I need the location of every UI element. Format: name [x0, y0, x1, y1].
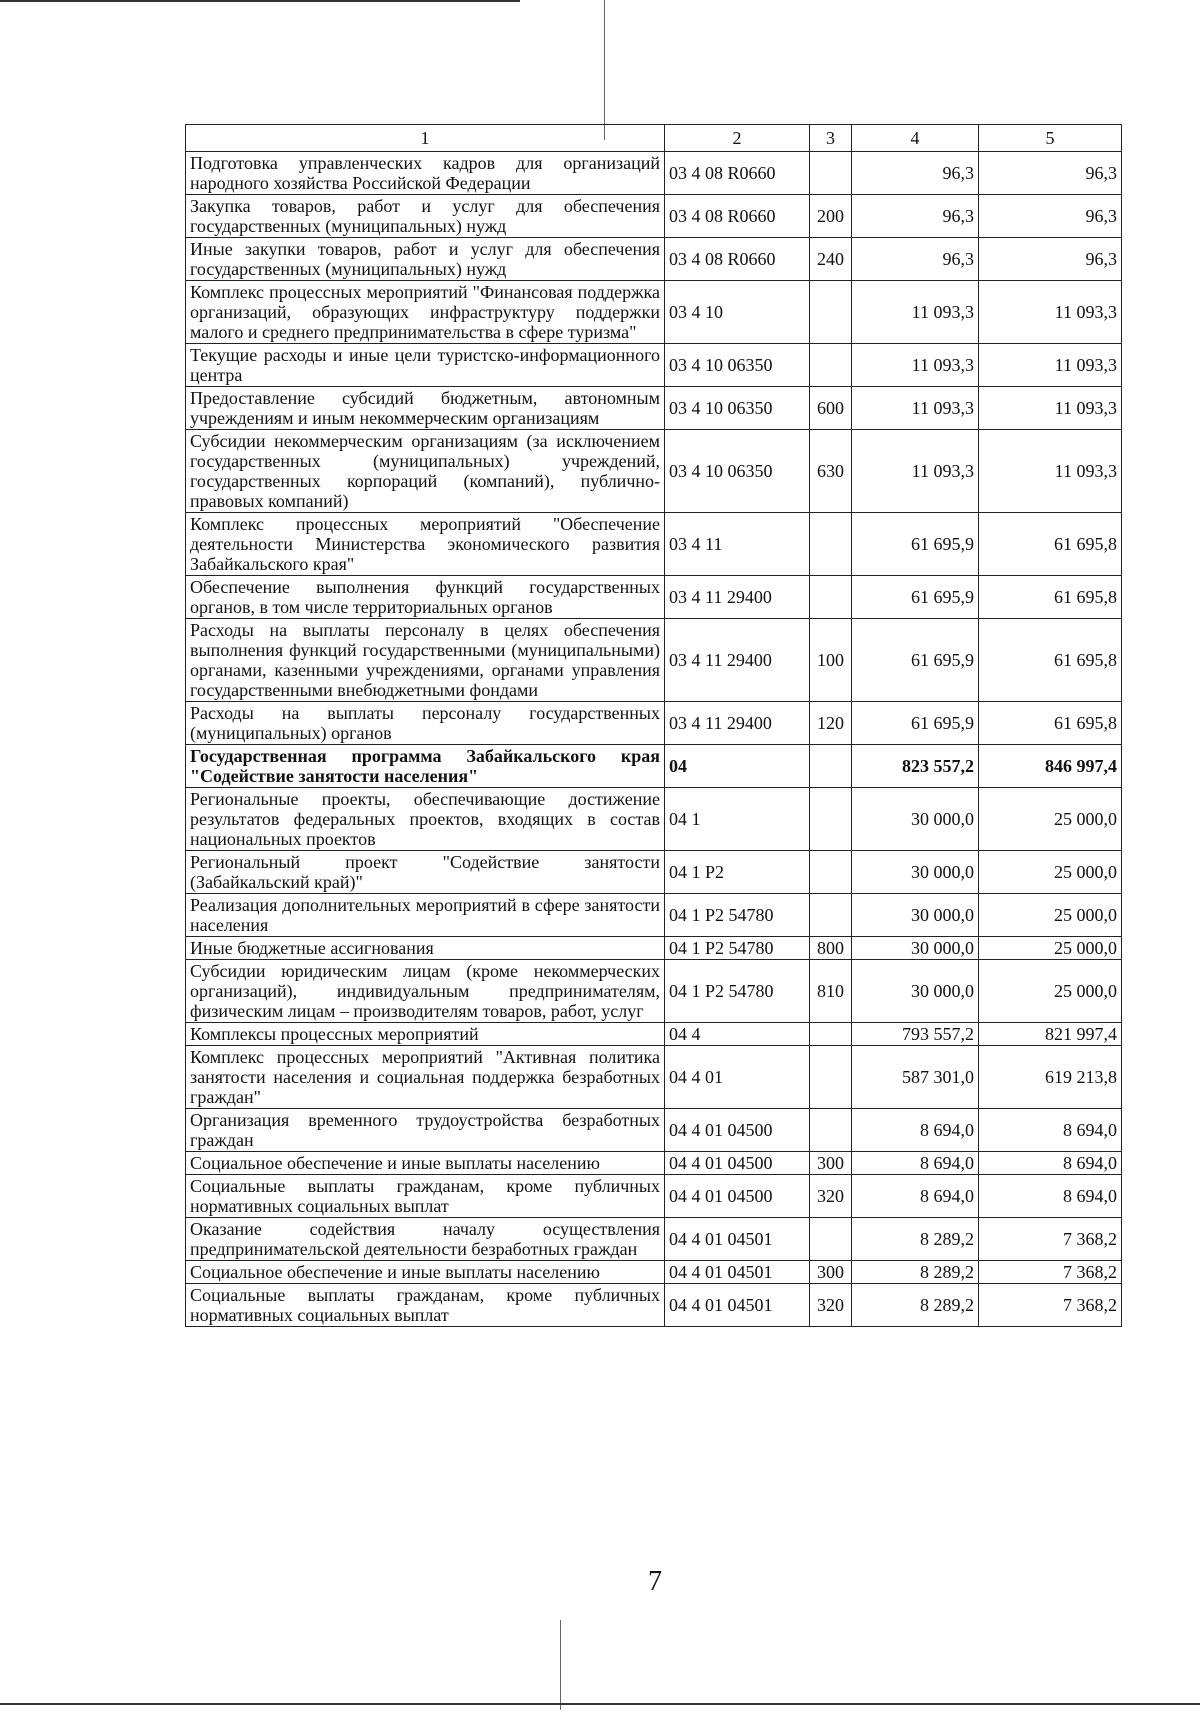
row-code: 03 4 08 R0660 — [665, 238, 810, 281]
header-col-3: 3 — [810, 125, 852, 152]
row-name: Социальное обеспечение и иные выплаты населению — [186, 1152, 665, 1175]
row-expense-type — [810, 1109, 852, 1152]
row-amount-col5: 11 093,3 — [979, 430, 1122, 513]
row-name: Организация временного трудоустройства безработных граждан — [186, 1109, 665, 1152]
row-amount-col5: 25 000,0 — [979, 937, 1122, 960]
budget-table — [185, 124, 1122, 1327]
table-row — [186, 281, 1122, 344]
row-expense-type: 320 — [810, 1175, 852, 1218]
header-col-5: 5 — [979, 125, 1122, 152]
row-name: Комплекс процессных мероприятий "Активная политика занятости населения и социальная поддержка безработных граждан" — [186, 1046, 665, 1109]
row-amount-col4: 96,3 — [852, 238, 979, 281]
row-expense-type — [810, 281, 852, 344]
row-name: Расходы на выплаты персоналу в целях обеспечения выполнения функций государственными (муниципальными) органами, казенными учреждениями, органами управления государственными внебюджетными фондами — [186, 619, 665, 702]
row-amount-col4: 61 695,9 — [852, 619, 979, 702]
table-row — [186, 344, 1122, 387]
row-name: Оказание содействия началу осуществления предпринимательской деятельности безработных граждан — [186, 1218, 665, 1261]
row-code: 04 4 — [665, 1023, 810, 1046]
row-amount-col5: 61 695,8 — [979, 513, 1122, 576]
row-amount-col4: 8 694,0 — [852, 1175, 979, 1218]
row-expense-type: 200 — [810, 195, 852, 238]
row-code: 03 4 10 06350 — [665, 387, 810, 430]
row-amount-col5: 61 695,8 — [979, 576, 1122, 619]
row-amount-col5: 61 695,8 — [979, 702, 1122, 745]
row-name: Государственная программа Забайкальского края "Содействие занятости населения" — [186, 745, 665, 788]
row-expense-type — [810, 1046, 852, 1109]
row-amount-col4: 61 695,9 — [852, 576, 979, 619]
row-name: Субсидии некоммерческим организациям (за исключением государственных (муниципальных) учреждений, государственных корпораций (компаний), публично-правовых компаний) — [186, 430, 665, 513]
table-row — [186, 387, 1122, 430]
row-code: 03 4 10 06350 — [665, 430, 810, 513]
row-amount-col4: 8 289,2 — [852, 1261, 979, 1284]
row-expense-type — [810, 788, 852, 851]
bottom-edge-rule — [0, 1703, 1200, 1705]
row-amount-col4: 8 289,2 — [852, 1284, 979, 1327]
row-name: Комплекс процессных мероприятий "Финансовая поддержка организаций, образующих инфраструктуру поддержки малого и среднего предпринимательства в сфере туризма" — [186, 281, 665, 344]
row-amount-col5: 11 093,3 — [979, 387, 1122, 430]
row-name: Региональные проекты, обеспечивающие достижение результатов федеральных проектов, входящих в состав национальных проектов — [186, 788, 665, 851]
table-row — [186, 1109, 1122, 1152]
table-row — [186, 576, 1122, 619]
row-code: 04 1 P2 — [665, 851, 810, 894]
row-expense-type: 120 — [810, 702, 852, 745]
page-number: 7 — [648, 1566, 662, 1597]
row-amount-col5: 11 093,3 — [979, 281, 1122, 344]
row-amount-col4: 793 557,2 — [852, 1023, 979, 1046]
row-amount-col4: 96,3 — [852, 152, 979, 195]
row-amount-col5: 25 000,0 — [979, 851, 1122, 894]
row-amount-col4: 30 000,0 — [852, 937, 979, 960]
row-code: 04 4 01 04501 — [665, 1218, 810, 1261]
row-expense-type: 300 — [810, 1152, 852, 1175]
table-row — [186, 960, 1122, 1023]
table-row — [186, 430, 1122, 513]
row-amount-col5: 7 368,2 — [979, 1218, 1122, 1261]
row-expense-type: 630 — [810, 430, 852, 513]
row-code: 04 1 P2 54780 — [665, 960, 810, 1023]
row-code: 04 4 01 04500 — [665, 1175, 810, 1218]
table-row — [186, 195, 1122, 238]
row-name: Социальные выплаты гражданам, кроме публичных нормативных социальных выплат — [186, 1284, 665, 1327]
table-row — [186, 152, 1122, 195]
row-expense-type — [810, 894, 852, 937]
row-expense-type — [810, 152, 852, 195]
header-col-4: 4 — [852, 125, 979, 152]
row-name: Текущие расходы и иные цели туристско-информационного центра — [186, 344, 665, 387]
row-expense-type — [810, 513, 852, 576]
top-edge-rule — [0, 0, 520, 2]
row-expense-type — [810, 1023, 852, 1046]
row-code: 04 4 01 04500 — [665, 1152, 810, 1175]
row-amount-col4: 11 093,3 — [852, 344, 979, 387]
row-name: Иные закупки товаров, работ и услуг для обеспечения государственных (муниципальных) нужд — [186, 238, 665, 281]
row-code: 04 1 P2 54780 — [665, 894, 810, 937]
row-expense-type — [810, 745, 852, 788]
row-amount-col4: 30 000,0 — [852, 960, 979, 1023]
header-row — [186, 125, 1122, 152]
row-name: Социальные выплаты гражданам, кроме публичных нормативных социальных выплат — [186, 1175, 665, 1218]
table-row — [186, 1261, 1122, 1284]
row-expense-type: 600 — [810, 387, 852, 430]
table-body — [186, 152, 1122, 1327]
row-name: Субсидии юридическим лицам (кроме некоммерческих организаций), индивидуальным предпринимателям, физическим лицам – производителям товаров, работ, услуг — [186, 960, 665, 1023]
row-expense-type — [810, 851, 852, 894]
row-expense-type: 320 — [810, 1284, 852, 1327]
row-code: 04 1 — [665, 788, 810, 851]
row-amount-col5: 96,3 — [979, 238, 1122, 281]
row-expense-type: 300 — [810, 1261, 852, 1284]
row-amount-col4: 61 695,9 — [852, 513, 979, 576]
row-name: Социальное обеспечение и иные выплаты населению — [186, 1261, 665, 1284]
row-amount-col4: 96,3 — [852, 195, 979, 238]
table-row — [186, 1152, 1122, 1175]
row-amount-col5: 25 000,0 — [979, 788, 1122, 851]
row-expense-type: 810 — [810, 960, 852, 1023]
table-row — [186, 1046, 1122, 1109]
row-code: 03 4 11 — [665, 513, 810, 576]
row-name: Закупка товаров, работ и услуг для обеспечения государственных (муниципальных) нужд — [186, 195, 665, 238]
row-expense-type — [810, 1218, 852, 1261]
row-amount-col4: 8 289,2 — [852, 1218, 979, 1261]
row-amount-col4: 587 301,0 — [852, 1046, 979, 1109]
table-row — [186, 937, 1122, 960]
row-name: Иные бюджетные ассигнования — [186, 937, 665, 960]
row-amount-col5: 619 213,8 — [979, 1046, 1122, 1109]
table-row — [186, 513, 1122, 576]
row-name: Реализация дополнительных мероприятий в сфере занятости населения — [186, 894, 665, 937]
row-name: Расходы на выплаты персоналу государственных (муниципальных) органов — [186, 702, 665, 745]
header-col-2: 2 — [665, 125, 810, 152]
row-expense-type: 240 — [810, 238, 852, 281]
table-row — [186, 1175, 1122, 1218]
row-expense-type: 100 — [810, 619, 852, 702]
row-expense-type — [810, 576, 852, 619]
row-amount-col4: 823 557,2 — [852, 745, 979, 788]
row-amount-col4: 61 695,9 — [852, 702, 979, 745]
row-code: 03 4 10 — [665, 281, 810, 344]
row-amount-col5: 61 695,8 — [979, 619, 1122, 702]
row-name: Обеспечение выполнения функций государственных органов, в том числе территориальных органов — [186, 576, 665, 619]
row-amount-col5: 821 997,4 — [979, 1023, 1122, 1046]
row-amount-col5: 25 000,0 — [979, 960, 1122, 1023]
row-amount-col5: 96,3 — [979, 195, 1122, 238]
row-amount-col4: 11 093,3 — [852, 430, 979, 513]
row-amount-col5: 25 000,0 — [979, 894, 1122, 937]
row-code: 04 4 01 04501 — [665, 1261, 810, 1284]
row-code: 04 — [665, 745, 810, 788]
row-name: Предоставление субсидий бюджетным, автономным учреждениям и иным некоммерческим организациям — [186, 387, 665, 430]
row-name: Региональный проект "Содействие занятости (Забайкальский край)" — [186, 851, 665, 894]
row-amount-col5: 8 694,0 — [979, 1175, 1122, 1218]
table-row — [186, 851, 1122, 894]
header-col-1: 1 — [186, 125, 665, 152]
row-expense-type: 800 — [810, 937, 852, 960]
row-code: 04 4 01 — [665, 1046, 810, 1109]
table-row — [186, 1023, 1122, 1046]
row-expense-type — [810, 344, 852, 387]
row-amount-col5: 846 997,4 — [979, 745, 1122, 788]
row-code: 03 4 08 R0660 — [665, 195, 810, 238]
row-code: 04 4 01 04501 — [665, 1284, 810, 1327]
table-row — [186, 1284, 1122, 1327]
row-name: Подготовка управленческих кадров для организаций народного хозяйства Российской Федерации — [186, 152, 665, 195]
row-code: 03 4 10 06350 — [665, 344, 810, 387]
row-code: 03 4 11 29400 — [665, 576, 810, 619]
table-row — [186, 619, 1122, 702]
row-amount-col5: 8 694,0 — [979, 1109, 1122, 1152]
table-row — [186, 1218, 1122, 1261]
row-code: 03 4 08 R0660 — [665, 152, 810, 195]
row-amount-col5: 7 368,2 — [979, 1261, 1122, 1284]
row-amount-col4: 11 093,3 — [852, 387, 979, 430]
table-row — [186, 238, 1122, 281]
fold-mark-bottom — [560, 1620, 561, 1710]
row-amount-col4: 30 000,0 — [852, 894, 979, 937]
fold-mark-top — [604, 0, 605, 140]
row-name: Комплекс процессных мероприятий "Обеспечение деятельности Министерства экономического развития Забайкальского края" — [186, 513, 665, 576]
row-amount-col5: 96,3 — [979, 152, 1122, 195]
row-code: 04 4 01 04500 — [665, 1109, 810, 1152]
row-code: 04 1 P2 54780 — [665, 937, 810, 960]
row-amount-col5: 11 093,3 — [979, 344, 1122, 387]
row-code: 03 4 11 29400 — [665, 619, 810, 702]
row-amount-col4: 8 694,0 — [852, 1109, 979, 1152]
table-row — [186, 894, 1122, 937]
row-amount-col4: 11 093,3 — [852, 281, 979, 344]
row-amount-col4: 30 000,0 — [852, 788, 979, 851]
row-amount-col5: 8 694,0 — [979, 1152, 1122, 1175]
row-code: 03 4 11 29400 — [665, 702, 810, 745]
table-row — [186, 745, 1122, 788]
row-amount-col4: 30 000,0 — [852, 851, 979, 894]
row-amount-col4: 8 694,0 — [852, 1152, 979, 1175]
row-amount-col5: 7 368,2 — [979, 1284, 1122, 1327]
table-row — [186, 702, 1122, 745]
table-row — [186, 788, 1122, 851]
row-name: Комплексы процессных мероприятий — [186, 1023, 665, 1046]
